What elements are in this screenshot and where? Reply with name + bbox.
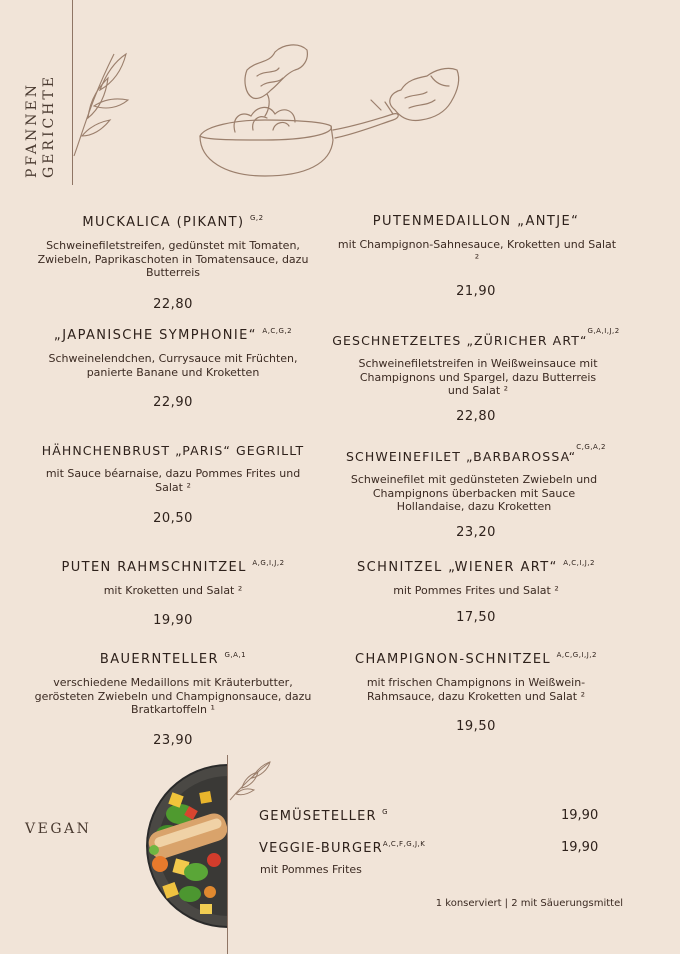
dish-muckalica <box>28 214 318 314</box>
allergen-codes: A,C,I,J,2 <box>563 559 595 567</box>
dish-description: mit frischen Champignons in Weißwein-Rahmsauce, dazu Kroketten und Salat ² <box>366 676 586 703</box>
dish-description: Schweinefiletstreifen in Weißweinsauce mit Champignons und Spargel, dazu Butterreis und Salat ² <box>358 357 598 397</box>
dish-price: 19,50 <box>456 719 496 734</box>
dish-name: PUTEN RAHMSCHNITZEL $^{A,G,I,J,2}$ <box>61 559 285 575</box>
dish-schnitzel-wiener-art <box>330 559 622 639</box>
dish-price: 22,80 <box>153 297 193 312</box>
vegan-item-description: mit Pommes Frites <box>260 863 362 876</box>
dish-haehnchenbrust-paris <box>24 443 322 533</box>
dish-geschnetzeltes <box>330 327 622 427</box>
dish-description: mit Champignon-Sahnesauce, Kroketten und Salat ² <box>337 238 617 265</box>
vegan-section-label: VEGAN <box>25 821 92 837</box>
allergen-codes: G,2 <box>250 214 264 222</box>
section-title-line2: GERICHTE <box>41 74 57 178</box>
dish-name: MUCKALICA (PIKANT) $^{G,2}$ <box>82 214 264 230</box>
dish-price: 22,90 <box>153 395 193 410</box>
dish-name: CHAMPIGNON-SCHNITZEL $^{A,C,G,I,J,2}$ <box>355 651 597 667</box>
allergen-footnote: 1 konserviert | 2 mit Säuerungsmittel <box>435 898 623 909</box>
dish-name: GESCHNETZELTES „ZÜRICHER ART“$^{G,A,I,J,2}$ <box>332 327 620 348</box>
dish-name: PUTENMEDAILLON „ANTJE“ <box>372 214 580 229</box>
dish-bauernteller <box>28 651 318 751</box>
allergen-codes: A,G,I,J,2 <box>252 559 285 567</box>
dish-name: BAUERNTELLER $^{G,A,1}$ <box>99 651 247 667</box>
allergen-codes: G,A,1 <box>224 651 247 659</box>
dish-price: 22,80 <box>456 409 496 424</box>
dish-japanische-symphonie <box>28 327 318 417</box>
dish-description: Schweinefiletstreifen, gedünstet mit Tomaten, Zwiebeln, Paprikaschoten in Tomatensauce, dazu Butterreis <box>37 239 309 279</box>
vegetable-dish-photo <box>140 764 228 928</box>
dish-description: mit Kroketten und Salat ² <box>103 584 243 597</box>
dish-champignon-schnitzel <box>330 651 622 741</box>
dish-description: mit Sauce béarnaise, dazu Pommes Frites und Salat ² <box>45 467 301 494</box>
allergen-codes: G,A,I,J,2 <box>587 327 620 335</box>
allergen-codes: A,C,G,I,J,2 <box>556 651 597 659</box>
dish-description: Schweinelendchen, Currysauce mit Früchten, panierte Banane und Kroketten <box>48 352 298 379</box>
dish-name: „JAPANISCHE SYMPHONIE“ $^{A,C,G,2}$ <box>53 327 293 343</box>
dish-price: 20,50 <box>153 511 193 526</box>
leaf-branch-small-icon <box>228 758 272 802</box>
allergen-codes: A,C,G,2 <box>262 327 293 335</box>
dish-price: 17,50 <box>456 610 496 625</box>
dish-price: 23,90 <box>153 733 193 748</box>
vegan-item-gemueseteller: GEMÜSETELLER $^G$ <box>259 808 389 824</box>
allergen-codes: C,G,A,2 <box>576 443 606 451</box>
dish-schweinefilet-barbarossa <box>330 443 622 543</box>
dish-name: SCHWEINEFILET „BARBAROSSA“$^{C,G,A,2}$ <box>346 443 606 464</box>
dish-price: 23,20 <box>456 525 496 540</box>
vegan-item-price: 19,90 <box>561 808 599 823</box>
dish-description: Schweinefilet mit gedünsteten Zwiebeln und Champignons überbacken mit Sauce Hollandaise, dazu Kroketten <box>350 473 598 513</box>
dish-price: 21,90 <box>456 284 496 299</box>
vegan-item-veggie-burger: VEGGIE-$BURGER^{A,C,F,G,J,K}$ <box>259 840 426 856</box>
section-title <box>24 28 58 178</box>
chef-pan-illustration <box>195 40 465 185</box>
dish-putenmedaillon <box>330 214 622 304</box>
dish-puten-rahmschnitzel <box>28 559 318 639</box>
vegan-item-price: 19,90 <box>561 840 599 855</box>
dish-description: verschiedene Medaillons mit Kräuterbutter, gerösteten Zwiebeln und Champignonsauce, dazu Bratkartoffeln ¹ <box>34 676 312 716</box>
allergen-codes: A,C,F,G,J,K <box>382 840 426 848</box>
allergen-codes: G <box>382 808 389 816</box>
dish-name: SCHNITZEL „WIENER ART“ $^{A,C,I,J,2}$ <box>357 559 595 575</box>
leaf-branch-icon <box>70 48 135 158</box>
section-title-line1: PFANNEN <box>24 82 40 178</box>
dish-price: 19,90 <box>153 613 193 628</box>
dish-description: mit Pommes Frites und Salat ² <box>393 584 559 597</box>
dish-name: HÄHNCHENBRUST „PARIS“ GEGRILLT <box>41 443 305 458</box>
